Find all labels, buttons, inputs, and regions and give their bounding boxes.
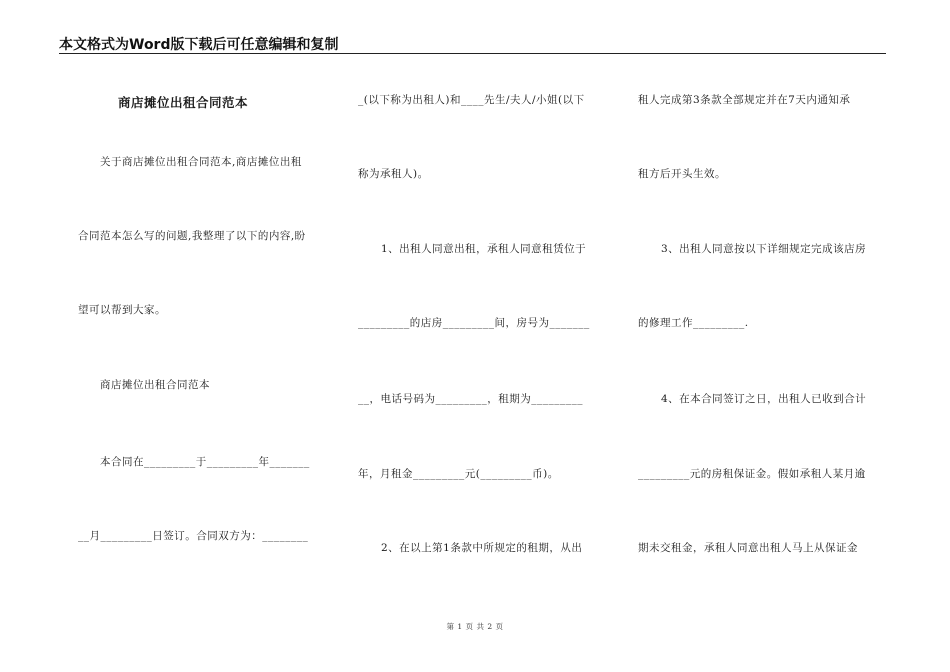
column-1-line-4: 商店摊位出租合同范本 (100, 379, 210, 391)
column-3-line-2: 租方后开头生效。 (638, 168, 726, 180)
column-3-line-6: _________元的房租保证金。假如承租人某月逾 (638, 468, 866, 480)
column-1-line-6: __月_________日签订。合同双方为：________ (78, 530, 309, 542)
column-2-line-4: _________的店房_________间，房号为_______ (358, 317, 590, 329)
page-number-footer: 第 1 页 共 2 页 (446, 622, 504, 631)
column-2-line-5: __，电话号码为_________，租期为_________ (358, 393, 583, 405)
column-2-line-7: 2、在以上第1条款中所规定的租期，从出 (381, 542, 583, 554)
column-3-line-5: 4、在本合同签订之日，出租人已收到合计 (661, 393, 867, 405)
column-3-line-1: 租人完成第3条款全部规定并在7天内通知承 (638, 94, 851, 106)
column-3-line-7: 期未交租金，承租人同意出租人马上从保证金 (638, 542, 858, 554)
column-2-line-1: _(以下称为出租人)和____先生/夫人/小姐(以下 (358, 94, 585, 106)
column-1-line-3: 望可以帮到大家。 (78, 304, 166, 316)
column-1-line-1: 关于商店摊位出租合同范本,商店摊位出租 (100, 156, 302, 168)
column-2-line-3: 1、出租人同意出租，承租人同意租赁位于 (381, 243, 587, 255)
column-3-line-4: 的修理工作_________. (638, 317, 749, 329)
column-1-line-5: 本合同在_________于_________年_______ (100, 456, 310, 468)
header-title: 本文格式为Word版下载后可任意编辑和复制 (59, 37, 339, 53)
column-2-line-2: 称为承租人)。 (358, 168, 429, 180)
document-title: 商店摊位出租合同范本 (118, 95, 249, 110)
header-divider (59, 53, 886, 54)
column-2-line-6: 年，月租金_________元(_________币)。 (358, 468, 559, 480)
column-3-line-3: 3、出租人同意按以下详细规定完成该店房 (661, 243, 867, 255)
column-1-line-2: 合同范本怎么写的问题,我整理了以下的内容,盼 (78, 230, 306, 242)
